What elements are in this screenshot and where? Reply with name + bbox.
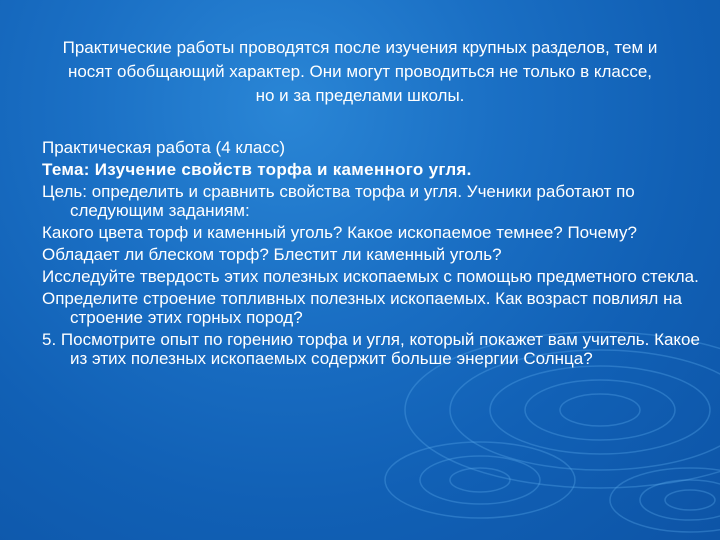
task-item: Обладает ли блеском торф? Блестит ли каменный уголь? <box>42 245 502 264</box>
task-item: Исследуйте твердость этих полезных ископаемых с помощью предметного стекла. <box>42 267 699 286</box>
task-item: Определите строение топливных полезных ископаемых. Как возраст повлиял на строение этих горных пород? <box>42 289 682 327</box>
intro-paragraph: Практические работы проводятся после изучения крупных разделов, тем и носят обобщающий характер. Они могут проводиться не только в классе, но и за пределами школы. <box>62 38 658 105</box>
practical-work-heading: Практическая работа (4 класс) <box>42 138 286 157</box>
topic-line: Тема: Изучение свойств торфа и каменного угля. <box>42 160 472 179</box>
task-item: Какого цвета торф и каменный уголь? Какое ископаемое темнее? Почему? <box>42 223 637 242</box>
practical-work-content <box>42 138 714 371</box>
task-item: 5. Посмотрите опыт по горению торфа и угля, который покажет вам учитель. Какое из этих полезных ископаемых содержит больше энергии Солнца? <box>42 330 700 368</box>
goal-line: Цель: определить и сравнить свойства торфа и угля. Ученики работают по следующим заданиям: <box>42 182 635 220</box>
